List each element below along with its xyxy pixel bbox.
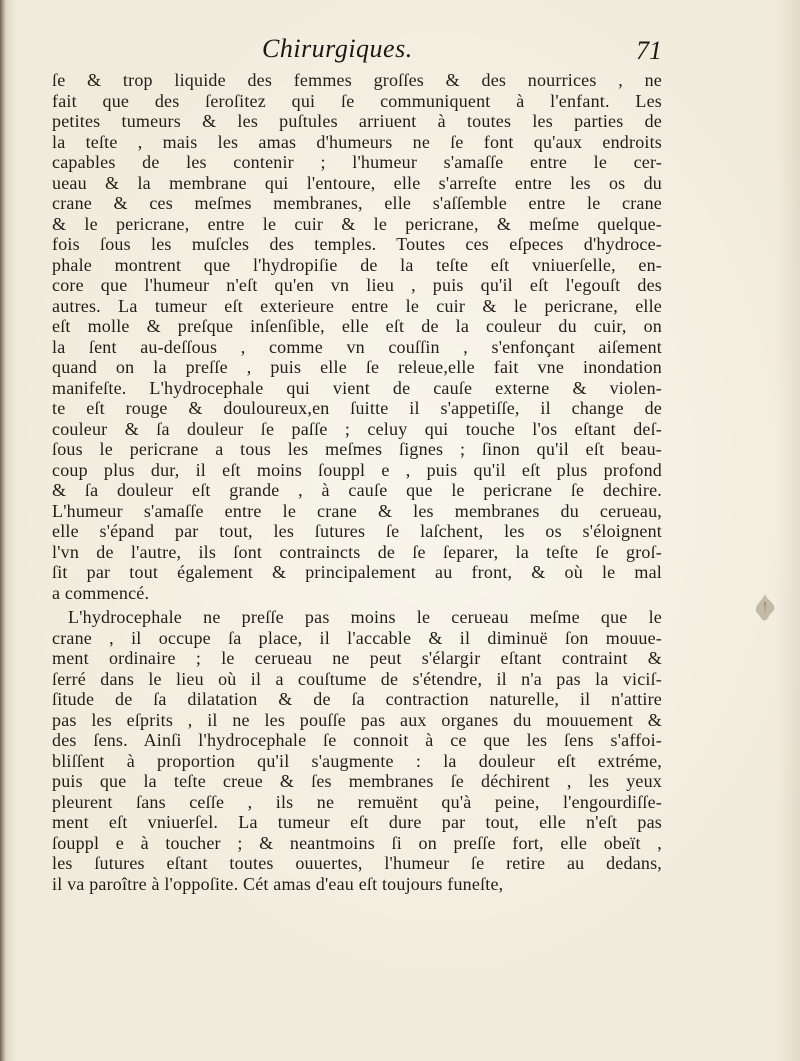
text-line: l'vn de l'autre, ils ſont contraincts de ſe ſeparer, la teſte ſe groſ- (52, 541, 662, 562)
text-line: ment ordinaire ; le cerueau ne peut s'élargir eſtant contraint & (52, 648, 662, 668)
text-line: ſous le pericrane a tous les meſmes ſignes ; ſinon qu'il eſt beau- (52, 439, 662, 459)
page-header (52, 34, 662, 70)
body-text (52, 70, 662, 894)
text-line: phale montrent que l'hydropiſie de la teſte eſt vniuerſelle, en- (52, 254, 662, 275)
text-line: fois ſous les muſcles des temples. Toutes ces eſpeces d'hydroce- (52, 234, 662, 254)
text-line: coup plus dur, il eſt moins ſouppl e , puis qu'il eſt plus profond (52, 459, 662, 480)
text-line: L'humeur s'amaſſe entre le crane & les membranes du cerueau, (52, 500, 662, 521)
text-line: ſit par tout également & principalement au front, & où le mal (52, 562, 662, 582)
text-line: puis que la teſte creue & ſes membranes ſe déchirent , les yeux (52, 771, 662, 791)
text-line: fait que des ſeroſitez qui ſe communiquent à l'enfant. Les (52, 90, 662, 111)
text-line: petites tumeurs & les puſtules arriuent à toutes les parties de (52, 111, 662, 131)
text-line: ueau & la membrane qui l'entoure, elle s'arreſte entre les os du (52, 172, 662, 193)
text-line: pas les eſprits , il ne les pouſſe pas aux organes du mouuement & (52, 709, 662, 730)
text-line: quand on la preſſe , puis elle ſe releue,elle fait vne inondation (52, 357, 662, 377)
ink-blot-icon (752, 592, 778, 624)
running-title: Chirurgiques. (262, 34, 413, 63)
text-line: des ſens. Ainſi l'hydrocephale ſe connoit à ce que les ſens s'affoi- (52, 730, 662, 750)
text-line: crane , il occupe ſa place, il l'accable & il diminuë ſon mouue- (52, 627, 662, 648)
text-line: ſerré dans le lieu où il a couſtume de s'étendre, il n'a pas la viciſ- (52, 668, 662, 689)
text-line: eſt molle & preſque inſenſible, elle eſt de la couleur du cuir, on (52, 316, 662, 336)
text-line: ſouppl e à toucher ; & neantmoins ſi on preſſe fort, elle obeït , (52, 832, 662, 853)
text-line: core que l'humeur n'eſt qu'en vn lieu , puis qu'il eſt l'egouſt des (52, 275, 662, 295)
text-line: a commencé. (52, 582, 150, 603)
text-line: les ſutures eſtant toutes ouuertes, l'humeur ſe retire au dedans, (52, 853, 662, 873)
page-gutter-shadow (0, 0, 6, 1061)
text-line: ſitude de ſa dilatation & de ſa contraction naturelle, il n'attire (52, 689, 662, 709)
text-line: & ſa douleur eſt grande , à cauſe que le pericrane ſe dechire. (52, 480, 662, 500)
text-line: autres. La tumeur eſt exterieure entre le cuir & le pericrane, elle (52, 295, 662, 316)
text-line: couleur & ſa douleur ſe paſſe ; celuy qui touche l'os eſtant deſ- (52, 418, 662, 439)
paragraph-2 (52, 607, 662, 894)
text-line: elle s'épand par tout, les ſutures ſe laſchent, les os s'éloignent (52, 521, 662, 541)
text-line: ment eſt vniuerſel. La tumeur eſt dure par tout, elle n'eſt pas (52, 812, 662, 832)
text-line: il va paroître à l'oppoſite. Cét amas d'eau eſt toujours funeſte, (52, 873, 504, 894)
text-line: ſe & trop liquide des femmes groſſes & des nourrices , ne (52, 70, 662, 90)
text-line: manifeſte. L'hydrocephale qui vient de cauſe externe & violen- (52, 377, 662, 398)
text-line: bliſſent à proportion qu'il s'augmente : la douleur eſt extréme, (52, 750, 662, 771)
text-line: pleurent ſans ceſſe , ils ne remuënt qu'à peine, l'engourdiſſe- (52, 791, 662, 812)
text-line: la teſte , mais les amas d'humeurs ne ſe font qu'aux endroits (52, 131, 662, 152)
text-line: la ſent au-deſſous , comme vn couſſin , s'enfonçant aiſement (52, 336, 662, 357)
text-line: crane & ces meſmes membranes, elle s'aſſemble entre le crane (52, 193, 662, 213)
page-number: 71 (636, 36, 662, 65)
text-line: & le pericrane, entre le cuir & le pericrane, & meſme quelque- (52, 213, 662, 234)
text-line: te eſt rouge & douloureux,en ſuitte il s'appetiſſe, il change de (52, 398, 662, 418)
text-line: L'hydrocephale ne preſſe pas moins le cerueau meſme que le (68, 607, 662, 627)
paragraph-1 (52, 70, 662, 603)
text-line: capables de les contenir ; l'humeur s'amaſſe entre le cer- (52, 152, 662, 172)
